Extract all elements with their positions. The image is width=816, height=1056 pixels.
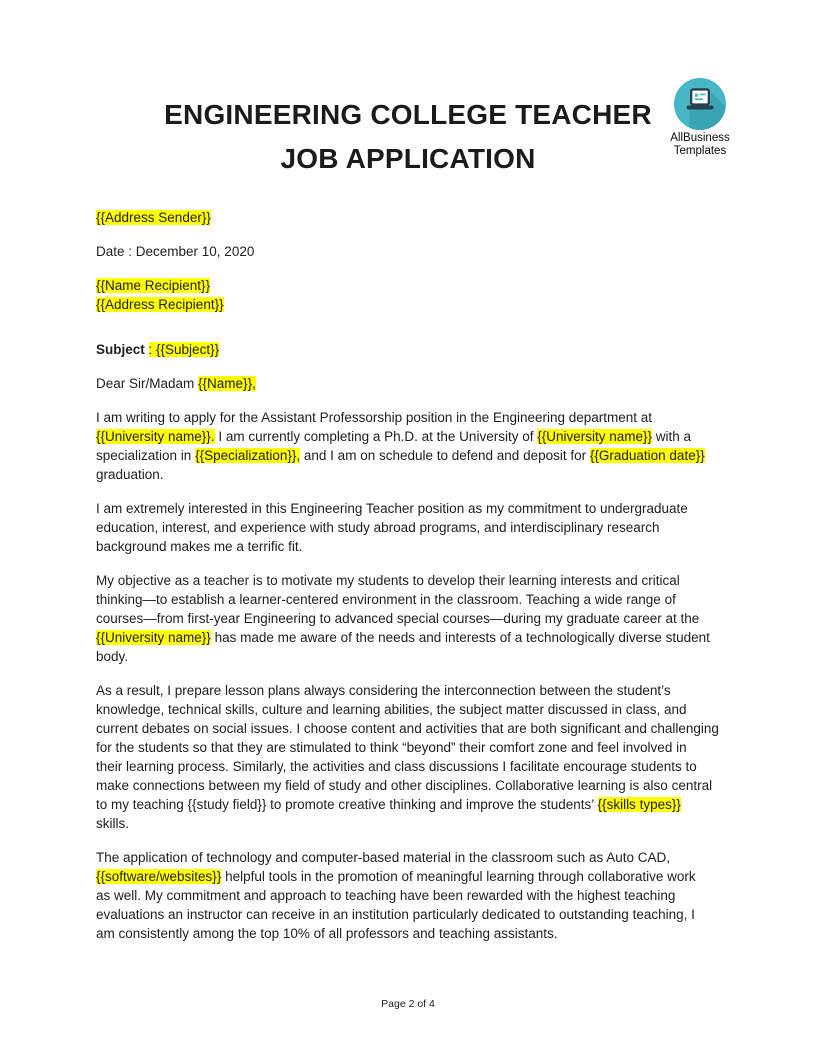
laptop-icon	[674, 78, 726, 130]
subject-line	[96, 340, 720, 359]
placeholder-field: {{University name}}.	[96, 429, 215, 444]
paragraph-4	[96, 681, 720, 833]
brand-name-line-1: AllBusiness	[670, 132, 730, 144]
text-run: make connections between my field of study and other disciplines. Collaborative learning is also central	[96, 778, 713, 793]
placeholder-field: : {{Subject}}	[148, 342, 220, 357]
text-run: courses—from first-year Engineering to advanced special courses—during my graduate career at the	[96, 611, 700, 626]
text-run: has made me aware of the needs and interests of a technologically diverse student	[210, 630, 710, 645]
text-run: I am currently completing a Ph.D. at the University of	[214, 429, 538, 444]
placeholder-field: {{software/websites}}	[96, 869, 222, 884]
address-sender	[96, 208, 720, 227]
paragraph-2	[96, 499, 720, 556]
document-title	[96, 93, 720, 181]
text-run: specialization in	[96, 448, 196, 463]
text-run: evaluations an instructor can receive in an institution particularly dedicated to outstanding teaching, I	[96, 907, 695, 922]
paragraph-5	[96, 848, 720, 943]
text-run: body.	[96, 649, 129, 664]
placeholder-field: {{University name}}	[96, 630, 211, 645]
text-run: background makes me a terrific fit.	[96, 539, 303, 554]
placeholder-field: {{Name}},	[198, 376, 256, 391]
text-run: as well. My commitment and approach to teaching have been rewarded with the highest teaching	[96, 888, 676, 903]
text-run: As a result, I prepare lesson plans always considering the interconnection between the student’s	[96, 683, 671, 698]
text-run: Subject	[96, 342, 149, 357]
title-line-1: ENGINEERING COLLEGE TEACHER	[164, 99, 652, 130]
text-run: I am extremely interested in this Engineering Teacher position as my commitment to undergraduate	[96, 501, 688, 516]
text-run: for the students so that they are stimulated to think “beyond” their comfort zone and feel involved in	[96, 740, 687, 755]
placeholder-field: {{Graduation date}}	[589, 448, 705, 463]
text-run: thinking—to establish a learner-centered environment in the classroom. Teaching a wide range of	[96, 592, 676, 607]
text-run: skills.	[96, 816, 129, 831]
text-run: to my teaching {{study field}} to promote creative thinking and improve the students’	[96, 797, 598, 812]
paragraph-1	[96, 408, 720, 484]
text-run: Date : December 10, 2020	[96, 244, 255, 259]
text-run: their learning process. Similarly, the activities and class discussions I facilitate encourage students to	[96, 759, 697, 774]
text-run: I am writing to apply for the Assistant Professorship position in the Engineering department at	[96, 410, 653, 425]
text-run: Dear Sir/Madam	[96, 376, 199, 391]
page-number: Page 2 of 4	[381, 998, 435, 1010]
letter-body	[96, 208, 720, 943]
brand-logo	[648, 78, 752, 158]
text-run: The application of technology and computer-based material in the classroom such as Auto CAD,	[96, 850, 671, 865]
text-run: graduation.	[96, 467, 164, 482]
text-run: helpful tools in the promotion of meaningful learning through collaborative work	[221, 869, 696, 884]
placeholder-field: {{University name}}	[537, 429, 653, 444]
text-run: am consistently among the top 10% of all professors and teaching assistants.	[96, 926, 558, 941]
placeholder-field: {{Address Recipient}}	[96, 297, 224, 312]
placeholder-field: {{skills types}}	[597, 797, 681, 812]
title-line-2: JOB APPLICATION	[280, 143, 536, 174]
placeholder-field: {{Specialization}},	[195, 448, 301, 463]
text-run: education, interest, and experience with study abroad programs, and interdisciplinary research	[96, 520, 660, 535]
text-run: and I am on schedule to defend and deposit for	[300, 448, 590, 463]
paragraph-3	[96, 571, 720, 666]
text-run: knowledge, technical skills, culture and learning abilities, the subject matter discussed in class, and	[96, 702, 687, 717]
recipient-block	[96, 276, 720, 314]
date-line	[96, 242, 720, 261]
brand-name-line-2: Templates	[673, 145, 727, 157]
text-run: My objective as a teacher is to motivate my students to develop their learning interests and critical	[96, 573, 680, 588]
text-run: with a	[652, 429, 692, 444]
salutation	[96, 374, 720, 393]
placeholder-field: {{Address Sender}}	[96, 210, 211, 225]
text-run: current debates on social issues. I choose content and activities that are both significant and challenging	[96, 721, 719, 736]
placeholder-field: {{Name Recipient}}	[96, 278, 211, 293]
